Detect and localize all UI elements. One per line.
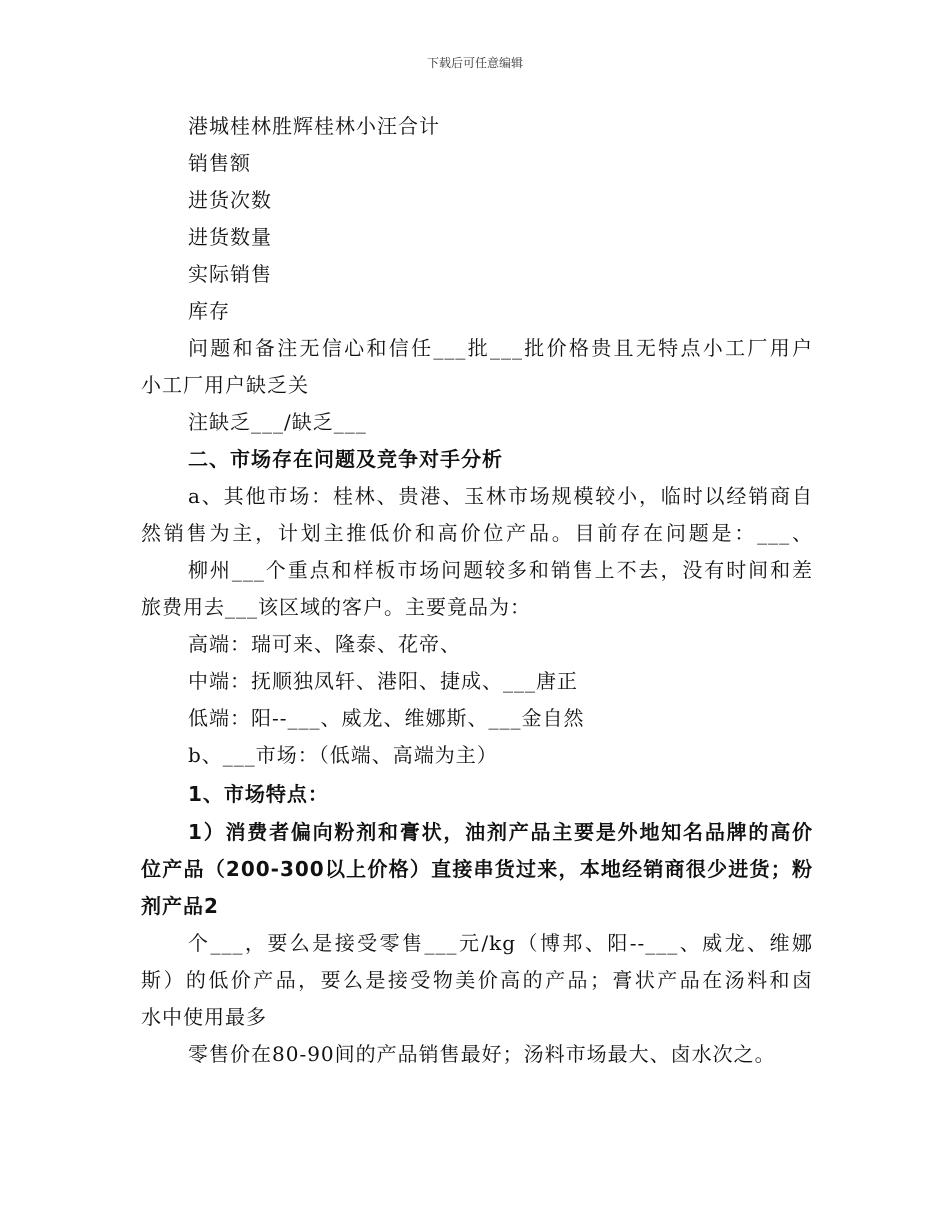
text-line: 旅费用去___该区域的客户。主要竟品为： (141, 595, 531, 619)
text-line: 低端：阳--___、威龙、维娜斯、___金自然 (188, 706, 585, 730)
section-heading: 二、市场存在问题及竞争对手分析 (188, 447, 503, 471)
page-header-note: 下载后可任意编辑 (426, 56, 523, 70)
text-line: 高端：瑞可来、隆泰、花帝、 (188, 632, 461, 656)
text-line: 个___，要么是接受零售___元/kg（博邦、阳--___、威龙、维娜 (188, 931, 813, 955)
text-line: 销售额 (188, 151, 251, 175)
text-line: 进货数量 (188, 225, 272, 249)
text-line: 斯）的低价产品，要么是接受物美价高的产品；膏状产品在汤料和卤 (141, 968, 813, 992)
text-line: 注缺乏___/缺乏___ (188, 410, 367, 434)
text-line: 柳州___个重点和样板市场问题较多和销售上不去，没有时间和差 (188, 558, 813, 582)
text-line: 零售价在80-90间的产品销售最好；汤料市场最大、卤水次之。 (188, 1042, 776, 1066)
bold-text-line: 剂产品2 (141, 894, 219, 918)
text-line: a、其他市场：桂林、贵港、玉林市场规模较小，临时以经销商自 (188, 484, 813, 508)
subsection-heading: 1、市场特点： (188, 782, 329, 806)
text-line: 中端：抚顺独凤轩、港阳、捷成、___唐正 (188, 669, 578, 693)
text-line: 然销售为主，计划主推低价和高价位产品。目前存在问题是：___、 (141, 521, 813, 545)
text-line: 问题和备注无信心和信任___批___批价格贵且无特点小工厂用户 (188, 336, 813, 360)
text-line: 进货次数 (188, 188, 272, 212)
bold-text-line: 位产品（200-300以上价格）直接串货过来，本地经销商很少进货；粉 (141, 857, 813, 881)
text-line: 小工厂用户缺乏关 (141, 373, 309, 397)
bold-text-line: 1）消费者偏向粉剂和膏状，油剂产品主要是外地知名品牌的高价 (188, 820, 813, 844)
text-line: 库存 (188, 299, 230, 323)
text-line: 水中使用最多 (141, 1005, 267, 1029)
text-line: 实际销售 (188, 262, 272, 286)
text-line: b、___市场：（低端、高端为主） (188, 743, 498, 767)
text-line: 港城桂林胜辉桂林小汪合计 (188, 114, 440, 138)
